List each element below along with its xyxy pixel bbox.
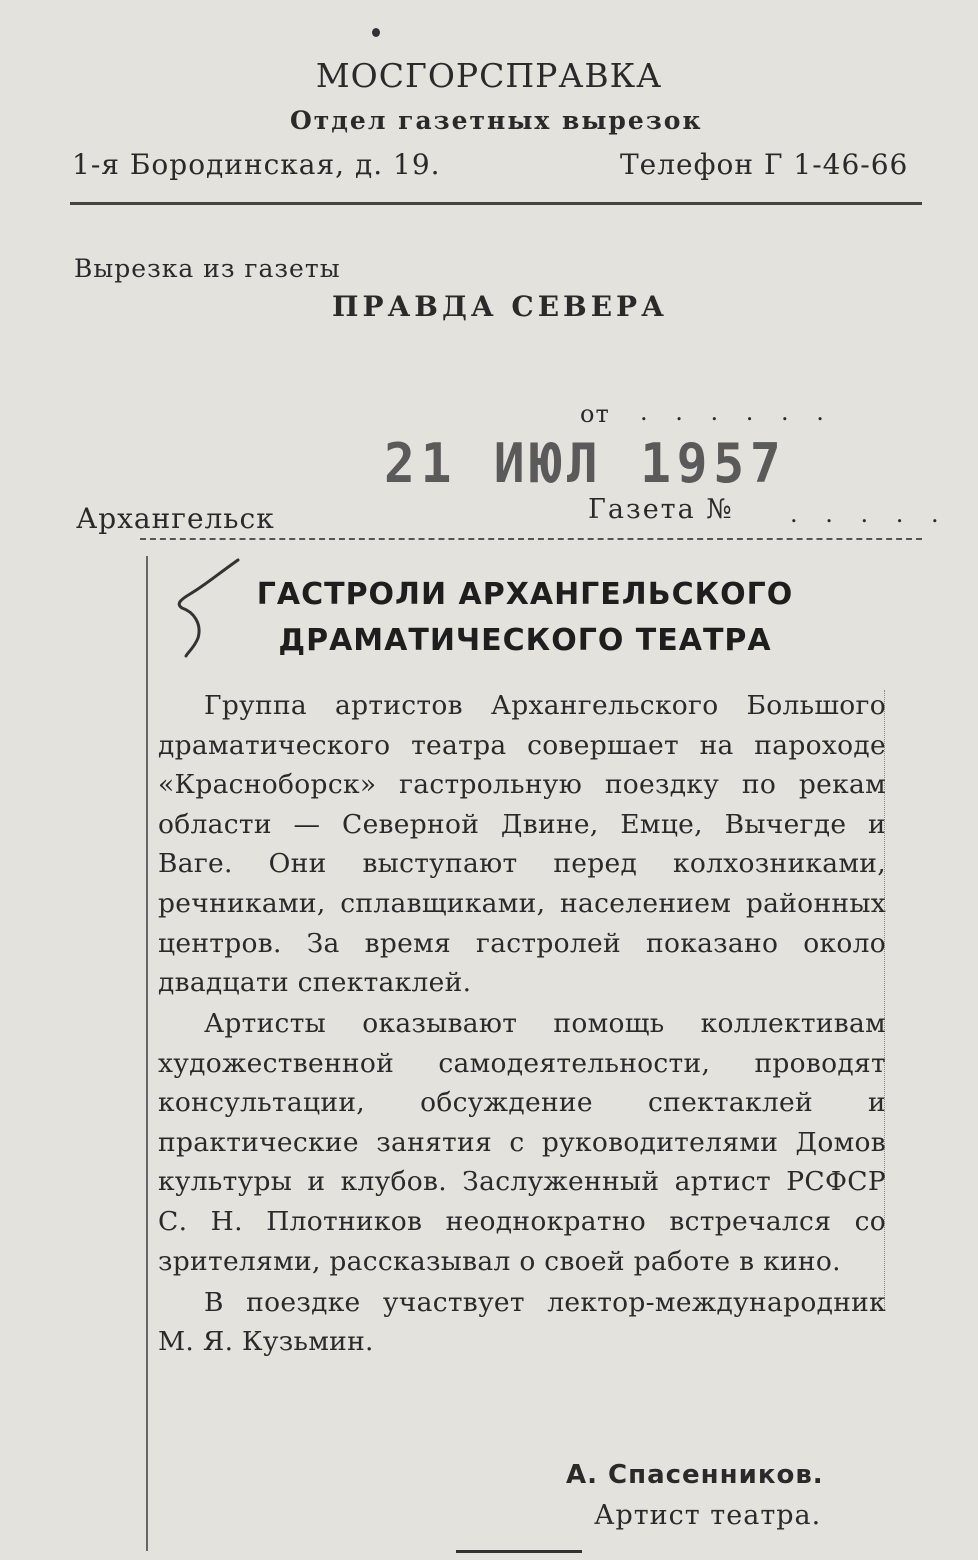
closing-rule: [456, 1550, 582, 1553]
headline-line-1: ГАСТРОЛИ АРХАНГЕЛЬСКОГО: [256, 577, 794, 612]
from-dots: . . . . . .: [640, 398, 834, 426]
article-paragraph-2: Артисты оказывают помощь коллективам художественной самодеятельности, проводят консультации, обсуждение спектаклей и практические занятия с руководителями Домов культуры и клубов. Заслуженный артист РСФСР С. Н. Плотников неоднократно встречался со зрителями, рассказывал о своей работе в кино.: [158, 1008, 886, 1277]
punch-dot: [372, 28, 380, 37]
clipping-divider: [140, 538, 922, 540]
from-label: от: [580, 400, 610, 428]
clipping-edge-line: [146, 556, 148, 1551]
city-label: Архангельск: [76, 502, 275, 535]
article-body: [158, 686, 886, 1363]
header-divider: [70, 202, 922, 205]
issue-dots: . . . . .: [790, 500, 949, 528]
clipping-label: Вырезка из газеты: [74, 254, 341, 283]
headline-line-2: ДРАМАТИЧЕСКОГО ТЕАТРА: [278, 623, 772, 658]
phone: Телефон Г 1-46-66: [620, 148, 909, 181]
issue-label: Газета №: [588, 494, 734, 525]
article-paragraph-1: Группа артистов Архангельского Большого драматического театра совершает на пароходе «Красноборск» гастрольную поездку по рекам области — Северной Двине, Емце, Вычегде и Ваге. Они выступают перед колхозниками, речниками, сплавщиками, населением районных центров. За время гастролей показано около двадцати спектаклей.: [158, 690, 886, 999]
article-paragraph-3: В поездке участвует лектор-международник М. Я. Кузьмин.: [158, 1286, 886, 1358]
date-stamp: 21 ИЮЛ 1957: [384, 432, 787, 495]
author-role: Артист театра.: [594, 1500, 822, 1531]
department-title: Отдел газетных вырезок: [290, 106, 703, 135]
article-author: А. Спасенников.: [566, 1460, 824, 1490]
article-headline: [200, 572, 850, 664]
address: 1-я Бородинская, д. 19.: [72, 148, 441, 181]
newspaper-name: ПРАВДА СЕВЕРА: [332, 290, 668, 323]
organization-title: МОСГОРСПРАВКА: [315, 56, 663, 95]
